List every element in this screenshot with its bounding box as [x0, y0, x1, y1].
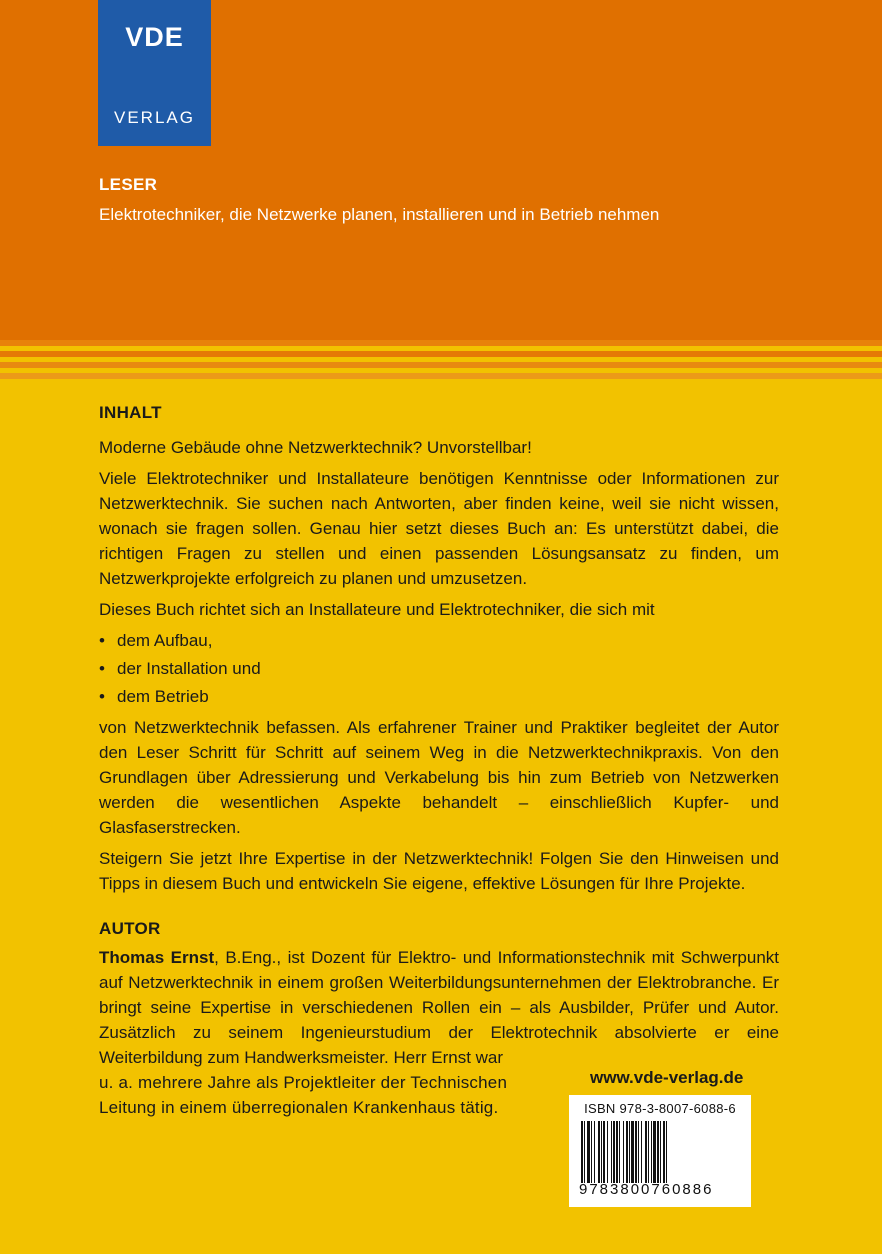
barcode-bar: [660, 1121, 661, 1183]
barcode-bar: [613, 1121, 615, 1183]
barcode-bar: [584, 1121, 585, 1183]
barcode-bar: [631, 1121, 634, 1183]
publisher-url[interactable]: www.vde-verlag.de: [590, 1068, 744, 1087]
barcode-bar: [598, 1121, 600, 1183]
autor-bio-end-1: u. a. mehrere Jahre als Projektleiter der Technischen: [99, 1073, 508, 1092]
author-name: Thomas Ernst: [99, 948, 215, 967]
inhalt-heading: INHALT: [99, 403, 162, 422]
inhalt-paragraph-4: von Netzwerktechnik befassen. Als erfahrener Trainer und Praktiker begleitet der Autor den Leser Schritt für Schritt auf seinem Weg in die Netzwerktechnikpraxis. Von den Grundlagen über Adressierung und Verkabelung bis hin zum Betrieb von Netzwerken werden die wesentlichen Aspekte behandelt – einschließlich Kupfer- und Glasfaserstrecken.: [99, 718, 779, 837]
barcode-bar: [601, 1121, 602, 1183]
leser-heading: LESER: [99, 175, 158, 194]
decorative-stripes: [0, 340, 882, 384]
inhalt-paragraph-3: Dieses Buch richtet sich an Installateure und Elektrotechniker, die sich mit: [99, 600, 655, 619]
bullet-icon: •: [99, 631, 105, 650]
list-item: • dem Betrieb: [99, 684, 779, 709]
isbn-barcode-box: [569, 1095, 751, 1207]
autor-bio-end-2: Leitung in einem überregionalen Krankenhaus tätig.: [99, 1098, 499, 1117]
main-content: [99, 400, 779, 1120]
barcode-bar: [626, 1121, 628, 1183]
barcode-bar: [587, 1121, 590, 1183]
inhalt-paragraph-2: Viele Elektrotechniker und Installateure benötigen Kenntnisse oder Informationen zur Netzwerktechnik. Sie suchen nach Antworten, aber finden keine, weil sie nicht wissen, wonach sie fragen sollen. Genau hier setzt dieses Buch an: Es unterstützt dabei, die richtigen Fragen zu stellen und einen passenden Lösungsansatz zu finden, um Netzwerkprojekte erfolgreich zu planen und umzusetzen.: [99, 469, 779, 588]
autor-bio: Thomas Ernst, B.Eng., ist Dozent für Elektro- und Informationstechnik mit Schwerpunkt auf Netzwerktechnik in einem großen Weiterbildungsunternehmen der Elektrobranche. Er bringt seine Expertise in verschiedenen Rollen ein – als Ausbilder, Prüfer und Autor. Zusätzlich zu seinem Ingenieurstudium der Elektrotechnik absolvierte er eine Weiterbildung zum Handwerksmeister. Herr Ernst war: [99, 948, 779, 1067]
logo-brand: VDE: [125, 22, 184, 52]
barcode-bar: [653, 1121, 656, 1183]
barcode-bar: [663, 1121, 665, 1183]
barcode-bar: [629, 1121, 630, 1183]
list-item: • der Installation und: [99, 656, 779, 681]
barcode-bar: [623, 1121, 624, 1183]
barcode-bar: [581, 1121, 583, 1183]
barcode-bar: [611, 1121, 612, 1183]
isbn-label: ISBN 978-3-8007-6088-6: [584, 1101, 736, 1116]
barcode-bar: [651, 1121, 652, 1183]
barcode-bar: [648, 1121, 649, 1183]
barcode-bar: [616, 1121, 618, 1183]
autor-heading: AUTOR: [99, 919, 161, 938]
barcode: [581, 1121, 739, 1183]
barcode-bar: [619, 1121, 620, 1183]
isbn-number: 9783800760886: [579, 1181, 714, 1198]
barcode-bar: [657, 1121, 659, 1183]
barcode-bar: [641, 1121, 642, 1183]
vde-verlag-logo: [98, 0, 211, 146]
barcode-bar: [591, 1121, 592, 1183]
barcode-bar: [594, 1121, 595, 1183]
barcode-bar: [635, 1121, 637, 1183]
barcode-bar: [645, 1121, 647, 1183]
list-item: • dem Aufbau,: [99, 628, 779, 653]
logo-publisher: VERLAG: [114, 108, 195, 127]
bullet-icon: •: [99, 687, 105, 706]
bullet-icon: •: [99, 659, 105, 678]
leser-text: Elektrotechniker, die Netzwerke planen, installieren und in Betrieb nehmen: [99, 205, 660, 224]
barcode-bar: [603, 1121, 605, 1183]
barcode-bar: [666, 1121, 667, 1183]
barcode-bar: [607, 1121, 608, 1183]
inhalt-paragraph-5: Steigern Sie jetzt Ihre Expertise in der Netzwerktechnik! Folgen Sie den Hinweisen und Tipps in diesem Buch und entwickeln Sie eigene, effektive Lösungen für Ihre Projekte.: [99, 849, 779, 893]
inhalt-paragraph-1: Moderne Gebäude ohne Netzwerktechnik? Unvorstellbar!: [99, 438, 532, 457]
barcode-bar: [638, 1121, 639, 1183]
